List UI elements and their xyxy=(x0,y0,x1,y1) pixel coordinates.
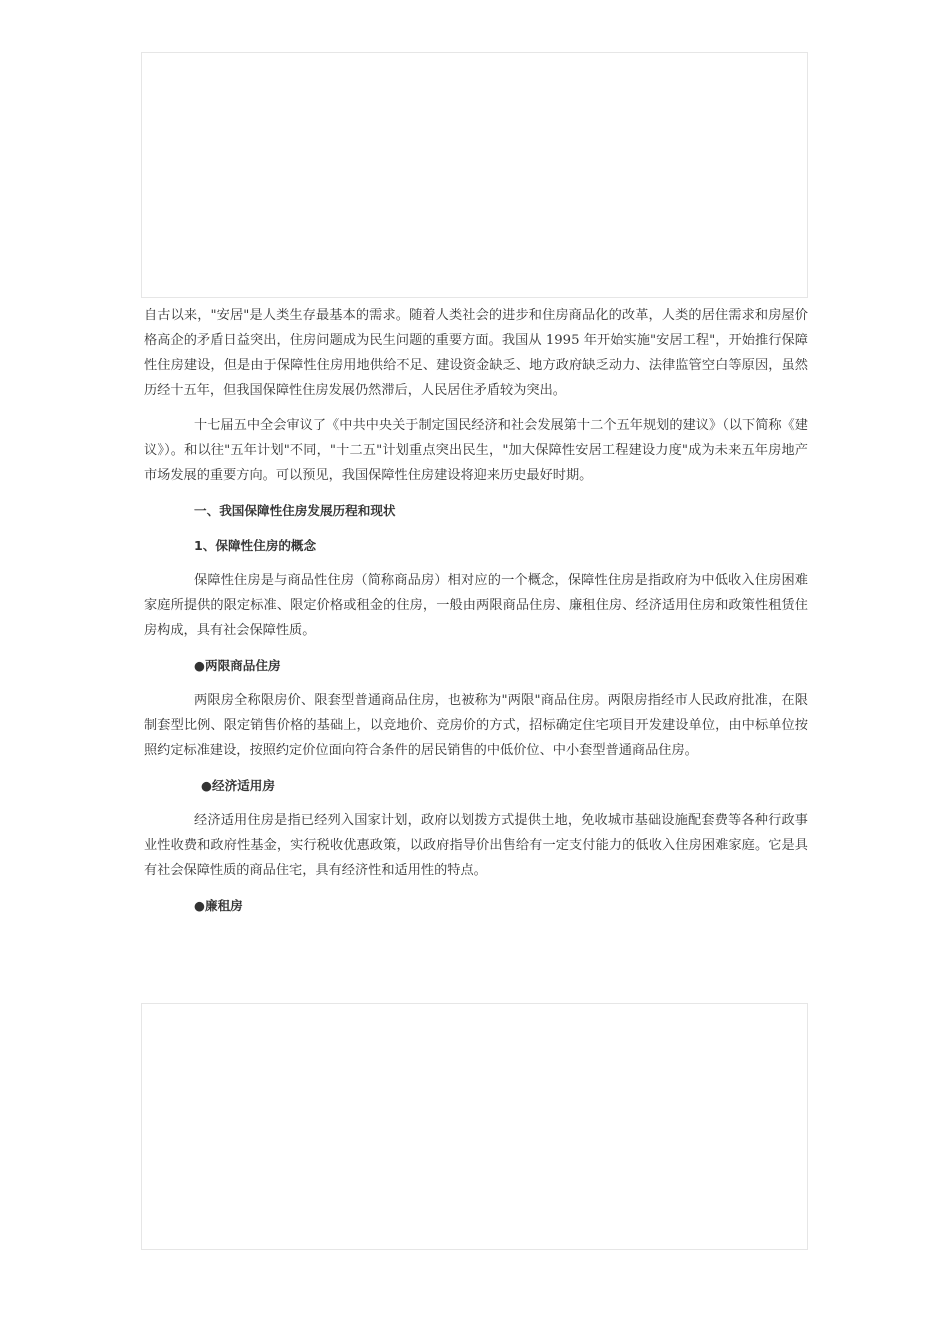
paragraph-affordable-housing: 经济适用住房是指已经列入国家计划，政府以划拨方式提供土地，免收城市基础设施配套费等各种行政事业性收费和政府性基金，实行税收优惠政策，以政府指导价出售给有一定支付能力的低收入住房困难家庭。它是具有社会保障性质的商品住宅，具有经济性和适用性的特点。 xyxy=(144,813,808,878)
document-body xyxy=(144,303,808,928)
subsection-heading: 1、保障性住房的概念 xyxy=(194,538,317,553)
paragraph-two-limit-housing: 两限房全称限房价、限套型普通商品住房，也被称为"两限"商品住房。两限房指经市人民政府批准，在限制套型比例、限定销售价格的基础上，以竞地价、竞房价的方式，招标确定住宅项目开发建设单位，由中标单位按照约定标准建设，按照约定价位面向符合条件的居民销售的中低价位、中小套型普通商品住房。 xyxy=(144,693,808,758)
top-image-frame xyxy=(141,52,808,298)
paragraph-plan: 十七届五中全会审议了《中共中央关于制定国民经济和社会发展第十二个五年规划的建议》（以下简称《建议》）。和以往"五年计划"不同，"十二五"计划重点突出民生，"加大保障性安居工程建设力度"成为未来五年房地产市场发展的重要方向。可以预见，我国保障性住房建设将迎来历史最好时期。 xyxy=(144,418,808,483)
bullet-heading-affordable-housing: ●经济适用房 xyxy=(201,778,275,793)
bottom-image-frame xyxy=(141,1003,808,1250)
bullet-heading-two-limit-housing: ●两限商品住房 xyxy=(194,658,281,673)
paragraph-concept: 保障性住房是与商品性住房（简称商品房）相对应的一个概念，保障性住房是指政府为中低收入住房困难家庭所提供的限定标准、限定价格或租金的住房，一般由两限商品住房、廉租住房、经济适用住房和政策性租赁住房构成，具有社会保障性质。 xyxy=(144,573,808,638)
paragraph-intro: 自古以来，"安居"是人类生存最基本的需求。随着人类社会的进步和住房商品化的改革，人类的居住需求和房屋价格高企的矛盾日益突出，住房问题成为民生问题的重要方面。我国从 1995 年开始实施"安居工程"，开始推行保障性住房建设，但是由于保障性住房用地供给不足、建设资金缺乏、地方政府缺乏动力、法律监管空白等原因，虽然历经十五年，但我国保障性住房发展仍然滞后，人民居住矛盾较为突出。 xyxy=(144,308,808,398)
section-heading: 一、我国保障性住房发展历程和现状 xyxy=(194,503,396,518)
bullet-heading-low-rent-housing: ●廉租房 xyxy=(194,898,243,913)
